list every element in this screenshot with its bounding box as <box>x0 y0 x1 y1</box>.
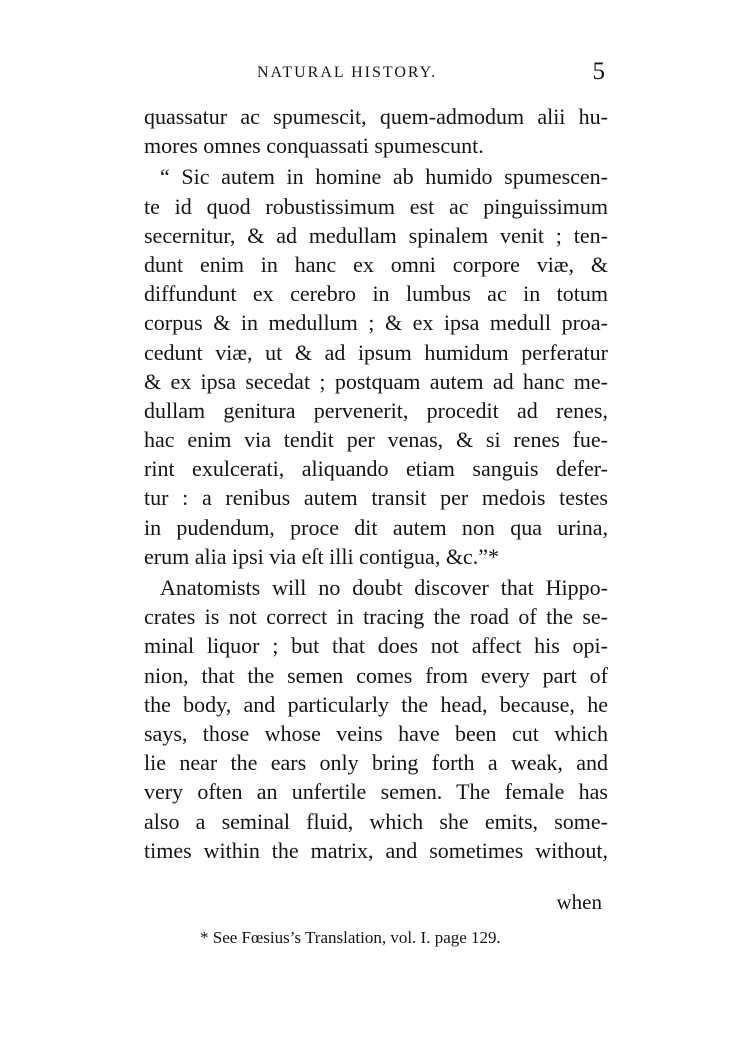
text-line: & ex ipsa secedat ; postquam autem ad hanc me- <box>144 368 608 394</box>
body-text <box>144 102 608 865</box>
text-line: Anatomists will no doubt discover that Hippo- <box>160 575 608 600</box>
text-line: erum alia ipsi via eſt illi contigua, &c.”* <box>144 543 499 569</box>
text-line: rint exulcerati, aliquando etiam sanguis defer- <box>144 456 608 482</box>
text-line: tur : a renibus autem transit per medois testes <box>144 485 608 511</box>
text-line: corpus & in medullum ; & ex ipsa medull proa- <box>144 310 608 336</box>
catchword: when <box>556 890 602 914</box>
footnote: * See Fœsius’s Translation, vol. I. page 129. <box>200 928 501 947</box>
text-line: minal liquor ; but that does not affect his opi- <box>144 633 608 659</box>
text-line: dunt enim in hanc ex omni corpore viæ, & <box>144 251 608 277</box>
text-line: mores omnes conquassati spumescunt. <box>144 133 484 159</box>
text-line: hac enim via tendit per venas, & si renes fue- <box>144 427 608 453</box>
text-line: in pudendum, proce dit autem non qua urina, <box>144 514 608 540</box>
page-number: 5 <box>592 58 605 85</box>
text-line: crates is not correct in tracing the road of the se- <box>144 604 608 630</box>
running-head <box>145 58 605 94</box>
running-title: NATURAL HISTORY. <box>257 64 438 81</box>
text-line: the body, and particularly the head, because, he <box>144 691 608 717</box>
text-line: diffundunt ex cerebro in lumbus ac in totum <box>144 281 608 307</box>
text-line: cedunt viæ, ut & ad ipsum humidum perferatur <box>144 339 608 365</box>
text-line: secernitur, & ad medullam spinalem venit ; ten- <box>144 222 608 248</box>
text-line: nion, that the semen comes from every part of <box>144 662 608 688</box>
text-line: lie near the ears only bring forth a weak, and <box>144 750 608 776</box>
text-line: very often an unfertile semen. The female has <box>144 779 608 805</box>
text-line: says, those whose veins have been cut which <box>144 720 608 746</box>
text-line: “ Sic autem in homine ab humido spumescen- <box>160 164 608 190</box>
text-line: quassatur ac spumescit, quem-admodum alii hu- <box>144 104 608 129</box>
text-line: te id quod robustissimum est ac pinguissimum <box>144 193 608 219</box>
text-line: dullam genitura pervenerit, procedit ad renes, <box>144 397 608 423</box>
text-line: times within the matrix, and sometimes without, <box>144 837 608 863</box>
text-line: also a seminal fluid, which she emits, some- <box>144 808 608 834</box>
